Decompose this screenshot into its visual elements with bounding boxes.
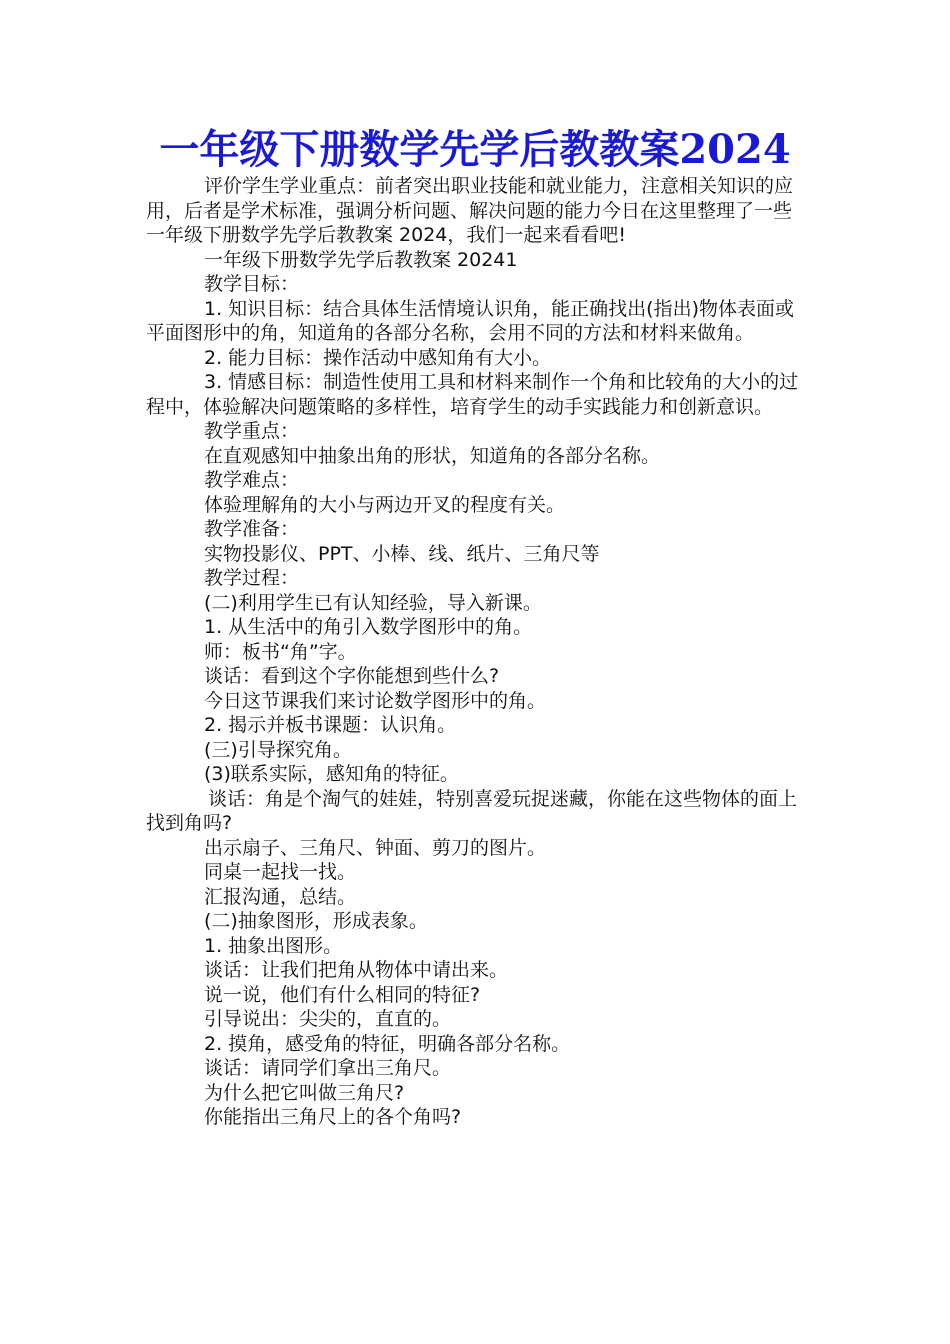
section-heading: 教学准备： — [204, 518, 300, 540]
section-heading: 教学重点： — [204, 420, 300, 442]
section-heading: 教学目标： — [204, 273, 300, 295]
lesson-heading: 一年级下册数学先学后教教案 20241 — [204, 248, 518, 271]
paragraph: 2. 摸角，感受角的特征，明确各部分名称。 — [204, 1032, 571, 1055]
paragraph: (二)抽象图形，形成表象。 — [204, 910, 428, 932]
document-body — [146, 174, 810, 1130]
paragraph: (三)引导探究角。 — [204, 738, 352, 761]
paragraph: 实物投影仪、PPT、小棒、线、纸片、三角尺等 — [204, 542, 600, 565]
paragraph: 谈话：请同学们拿出三角尺。 — [204, 1057, 452, 1079]
paragraph: 同桌一起找一找。 — [204, 861, 357, 883]
document-title: 一年级下册数学先学后教教案2024 — [159, 126, 791, 173]
paragraph: 体验理解角的大小与两边开叉的程度有关。 — [204, 493, 566, 516]
paragraph: (二)利用学生已有认知经验，导入新课。 — [204, 591, 542, 614]
paragraph: 1. 从生活中的角引入数学图形中的角。 — [204, 616, 533, 638]
paragraph: 2. 能力目标：操作活动中感知角有大小。 — [204, 346, 552, 369]
paragraph: 说一说，他们有什么相同的特征? — [204, 983, 481, 1006]
paragraph: 1. 抽象出图形。 — [204, 934, 343, 957]
paragraph: 你能指出三角尺上的各个角吗? — [204, 1106, 462, 1128]
section-heading: 教学难点： — [204, 469, 300, 491]
paragraph: 谈话：看到这个字你能想到些什么? — [204, 665, 500, 687]
paragraph: (3)联系实际，感知角的特征。 — [204, 763, 459, 785]
paragraph: 引导说出：尖尖的，直直的。 — [204, 1008, 452, 1030]
paragraph: 谈话：让我们把角从物体中请出来。 — [204, 959, 509, 981]
intro-paragraph: 评价学生学业重点：前者突出职业技能和就业能力，注意相关知识的应用，后者是学术标准，强调分析问题、解决问题的能力今日在这里整理了一些一年级下册数学先学后教教案 2024，我们一起来看看吧! — [146, 175, 794, 246]
paragraph: 在直观感知中抽象出角的形状，知道角的各部分名称。 — [204, 444, 661, 467]
paragraph: 2. 揭示并板书课题：认识角。 — [204, 714, 457, 736]
paragraph: 1. 知识目标：结合具体生活情境认识角，能正确找出(指出)物体表面或平面图形中的角，知道角的各部分名称，会用不同的方法和材料来做角。 — [146, 297, 794, 344]
paragraph: 3. 情感目标：制造性使用工具和材料来制作一个角和比较角的大小的过程中，体验解决问题策略的多样性，培育学生的动手实践能力和创新意识。 — [146, 371, 799, 418]
section-heading: 教学过程： — [204, 567, 300, 589]
paragraph: 师：板书“角”字。 — [204, 640, 357, 663]
paragraph: 出示扇子、三角尺、钟面、剪刀的图片。 — [204, 836, 547, 859]
paragraph: 为什么把它叫做三角尺? — [204, 1081, 405, 1104]
paragraph: 今日这节课我们来讨论数学图形中的角。 — [204, 689, 547, 712]
paragraph: 谈话：角是个淘气的娃娃，特别喜爱玩捉迷藏，你能在这些物体的面上找到角吗? — [146, 787, 798, 834]
paragraph: 汇报沟通，总结。 — [204, 885, 357, 908]
